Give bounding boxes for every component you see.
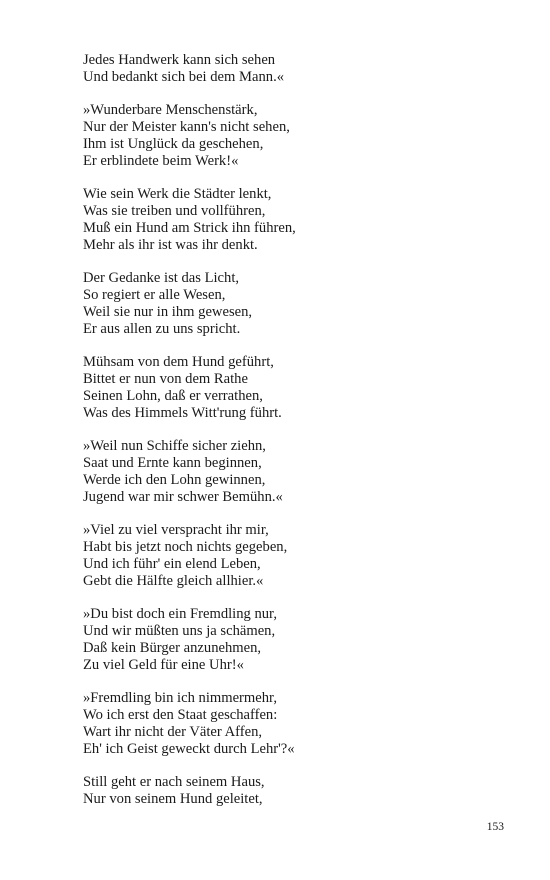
poem-line: Habt bis jetzt noch nichts gegeben, bbox=[83, 539, 288, 556]
poem-line: Nur von seinem Hund geleitet, bbox=[83, 791, 263, 808]
poem-line: Wie sein Werk die Städter lenkt, bbox=[83, 186, 272, 203]
poem-line: »Weil nun Schiffe sicher ziehn, bbox=[83, 438, 266, 455]
poem-line: »Fremdling bin ich nimmermehr, bbox=[83, 690, 277, 707]
poem-line: Eh' ich Geist geweckt durch Lehr'?« bbox=[83, 740, 295, 757]
poem-line: Werde ich den Lohn gewinnen, bbox=[83, 471, 266, 488]
poem-line: Saat und Ernte kann beginnen, bbox=[83, 455, 262, 472]
stanza-3 bbox=[83, 186, 513, 253]
poem-line: Was sie treiben und vollführen, bbox=[83, 203, 266, 220]
stanza-8 bbox=[83, 606, 513, 673]
stanza-4 bbox=[83, 270, 513, 337]
poem-line: »Du bist doch ein Fremdling nur, bbox=[83, 606, 277, 623]
poem-line: Daß kein Bürger anzunehmen, bbox=[83, 639, 262, 656]
page-number: 153 bbox=[486, 821, 504, 833]
poem-line: Was des Himmels Witt'rung führt. bbox=[83, 404, 282, 421]
poem-line: Wart ihr nicht der Väter Affen, bbox=[83, 723, 263, 740]
poem-line: Weil sie nur in ihm gewesen, bbox=[83, 303, 253, 320]
poem-line: Und ich führ' ein elend Leben, bbox=[83, 555, 261, 572]
poem-line: So regiert er alle Wesen, bbox=[83, 287, 226, 304]
poem-line: Gebt die Hälfte gleich allhier.« bbox=[83, 572, 264, 589]
poem-line: Still geht er nach seinem Haus, bbox=[83, 774, 265, 791]
poem-line: Er aus allen zu uns spricht. bbox=[83, 320, 241, 337]
stanza-9 bbox=[83, 690, 513, 757]
poem-line: Er erblindete beim Werk!« bbox=[83, 152, 239, 169]
poem-line: Und bedankt sich bei dem Mann.« bbox=[83, 68, 285, 85]
stanza-7 bbox=[83, 522, 513, 589]
stanza-2 bbox=[83, 102, 513, 169]
poem-line: Ihm ist Unglück da geschehen, bbox=[83, 135, 264, 152]
stanza-1 bbox=[83, 52, 513, 86]
poem-line: Zu viel Geld für eine Uhr!« bbox=[83, 656, 244, 673]
poem-line: Seinen Lohn, daß er verrathen, bbox=[83, 387, 263, 404]
poem-line: Muß ein Hund am Strick ihn führen, bbox=[83, 219, 296, 236]
poem-line: »Viel zu viel verspracht ihr mir, bbox=[83, 522, 269, 539]
poem-line: Jedes Handwerk kann sich sehen bbox=[83, 52, 276, 68]
poem-line: Nur der Meister kann's nicht sehen, bbox=[83, 119, 290, 136]
poem-line: Wo ich erst den Staat geschaffen: bbox=[83, 707, 278, 724]
stanza-6 bbox=[83, 438, 513, 505]
poem-line: Mehr als ihr ist was ihr denkt. bbox=[83, 236, 258, 253]
poem-line: Bittet er nun von dem Rathe bbox=[83, 371, 248, 388]
poem-line: »Wunderbare Menschenstärk, bbox=[83, 102, 258, 119]
stanza-10 bbox=[83, 774, 513, 808]
stanza-5 bbox=[83, 354, 513, 421]
poem-line: Mühsam von dem Hund geführt, bbox=[83, 354, 274, 371]
poem-text bbox=[83, 52, 513, 825]
poem-line: Und wir müßten uns ja schämen, bbox=[83, 623, 276, 640]
poem-line: Jugend war mir schwer Bemühn.« bbox=[83, 488, 283, 505]
poem-line: Der Gedanke ist das Licht, bbox=[83, 270, 240, 287]
